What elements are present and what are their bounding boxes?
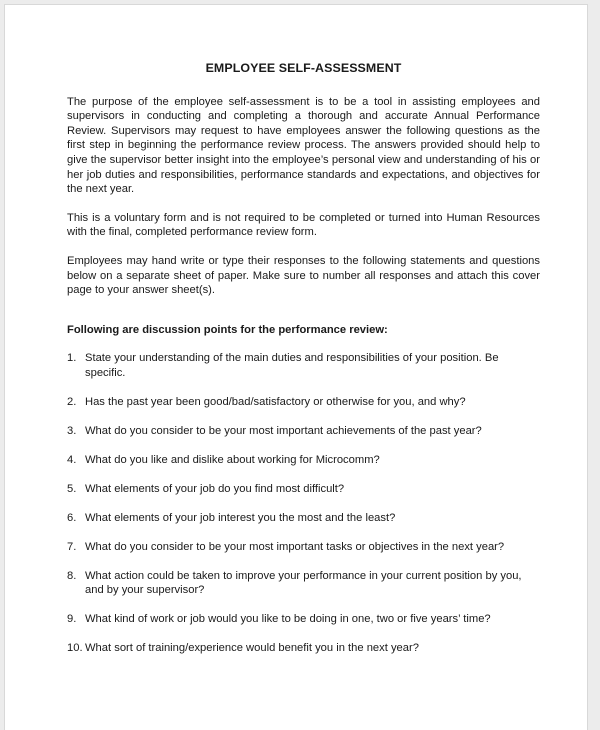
document-content (67, 61, 540, 670)
question-text: What elements of your job do you find most difficult? (85, 482, 345, 495)
question-item (67, 351, 540, 380)
discussion-heading: Following are discussion points for the performance review: (67, 323, 388, 336)
question-text: What action could be taken to improve your performance in your current position by you, and by your supervisor? (85, 569, 522, 597)
question-text: What do you consider to be your most important achievements of the past year? (85, 424, 482, 437)
question-item (67, 540, 540, 555)
question-number: 2. (67, 395, 77, 408)
question-text: Has the past year been good/bad/satisfactory or otherwise for you, and why? (85, 395, 466, 408)
document-title: EMPLOYEE SELF-ASSESSMENT (205, 61, 402, 75)
question-item (67, 395, 540, 410)
document-page (4, 4, 588, 730)
purpose-paragraph: The purpose of the employee self-assessment is to be a tool in assisting employees and supervisors in conducting and completing a thorough and accurate Annual Performance Review. Supervisors may request to have employees answer the following questions as the first step in beginning the performance review process. The answers provided should help to give the supervisor better insight into the employee’s personal view and understanding of his or her job duties and responsibilities, performance standards and expectations, and objectives for the next year. (67, 95, 540, 196)
question-text: What do you consider to be your most important tasks or objectives in the next year? (85, 540, 505, 553)
question-number: 8. (67, 569, 77, 582)
question-text: What elements of your job interest you the most and the least? (85, 511, 396, 524)
question-number: 6. (67, 511, 77, 524)
question-number: 1. (67, 352, 77, 365)
question-number: 7. (67, 540, 77, 553)
instructions-paragraph: Employees may hand write or type their responses to the following statements and questions below on a separate sheet of paper. Make sure to number all responses and attach this cover page to your answer sheet(s). (67, 254, 540, 297)
question-item (67, 424, 540, 439)
question-number: 9. (67, 613, 77, 626)
question-text: What sort of training/experience would benefit you in the next year? (85, 642, 419, 655)
question-item (67, 641, 540, 656)
question-item (67, 511, 540, 526)
question-number: 10. (67, 642, 83, 655)
question-list (67, 351, 540, 656)
question-number: 4. (67, 453, 77, 466)
question-text: State your understanding of the main duties and responsibilities of your position. Be specific. (85, 352, 499, 379)
question-item (67, 453, 540, 468)
voluntary-paragraph: This is a voluntary form and is not required to be completed or turned into Human Resources with the final, completed performance review form. (67, 211, 540, 239)
question-text: What kind of work or job would you like to be doing in one, two or five years’ time? (85, 613, 491, 626)
question-text: What do you like and dislike about working for Microcomm? (85, 453, 380, 466)
question-item (67, 482, 540, 497)
question-item (67, 569, 540, 598)
question-number: 3. (67, 424, 77, 437)
question-item (67, 612, 540, 627)
question-number: 5. (67, 482, 77, 495)
